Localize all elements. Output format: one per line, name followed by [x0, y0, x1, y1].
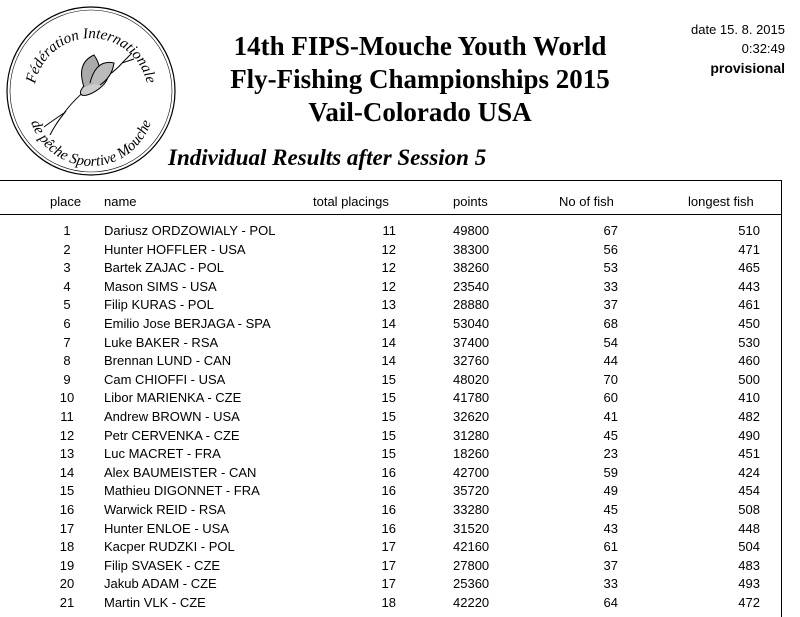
total-placings-cell: 15	[381, 427, 396, 443]
logo-text-top: Fédération Internationale	[23, 25, 159, 85]
name-cell: Luke BAKER - RSA	[104, 334, 219, 350]
name-cell: Brennan LUND - CAN	[104, 353, 232, 369]
place-cell: 6	[63, 315, 71, 331]
table-row	[0, 352, 781, 371]
points-cell: 23540	[453, 278, 490, 294]
table-right-border	[781, 180, 782, 617]
points-cell: 32620	[453, 408, 490, 424]
table-row	[0, 278, 781, 297]
table-row	[0, 594, 781, 613]
column-header-name: name	[104, 194, 137, 209]
table-row	[0, 575, 781, 594]
total-placings-cell: 16	[381, 501, 396, 517]
table-row	[0, 389, 781, 408]
total-placings-cell: 12	[381, 241, 396, 257]
place-cell: 10	[59, 390, 75, 406]
total-placings-cell: 12	[381, 260, 396, 276]
total-placings-cell: 17	[381, 576, 396, 592]
header-divider	[0, 180, 781, 181]
place-cell: 15	[59, 483, 75, 499]
no-of-fish-cell: 54	[603, 334, 618, 350]
total-placings-cell: 18	[381, 594, 396, 610]
column-header-no-of-fish: No of fish	[559, 194, 614, 209]
results-table	[0, 222, 781, 612]
longest-fish-cell: 451	[738, 446, 760, 462]
no-of-fish-cell: 23	[603, 446, 618, 462]
longest-fish-cell: 504	[738, 539, 760, 555]
longest-fish-cell: 465	[738, 260, 760, 276]
table-row	[0, 520, 781, 539]
total-placings-cell: 14	[381, 353, 396, 369]
name-cell: Petr CERVENKA - CZE	[104, 427, 240, 443]
no-of-fish-cell: 49	[603, 483, 618, 499]
total-placings-cell: 11	[382, 223, 396, 238]
place-cell: 16	[59, 501, 75, 517]
report-time: 0:32:49	[741, 41, 785, 56]
place-cell: 2	[63, 241, 71, 257]
table-row	[0, 538, 781, 557]
name-cell: Warwick REID - RSA	[104, 501, 226, 517]
championship-title	[180, 30, 660, 129]
no-of-fish-cell: 33	[603, 576, 618, 592]
no-of-fish-cell: 61	[603, 539, 618, 555]
place-cell: 3	[63, 260, 71, 276]
table-row	[0, 427, 781, 446]
name-cell: Bartek ZAJAC - POL	[104, 260, 224, 276]
place-cell: 20	[59, 576, 75, 592]
total-placings-cell: 16	[381, 464, 396, 480]
mayfly-icon	[44, 53, 134, 135]
name-cell: Kacper RUDZKI - POL	[104, 539, 235, 555]
fips-mouche-logo	[4, 3, 178, 177]
points-cell: 42160	[453, 539, 490, 555]
name-cell: Libor MARIENKA - CZE	[104, 390, 242, 406]
total-placings-cell: 15	[381, 390, 396, 406]
table-row	[0, 445, 781, 464]
logo-text-bottom: de pêche Sportive Mouche	[27, 117, 155, 171]
place-cell: 9	[63, 371, 71, 387]
name-cell: Dariusz ORDZOWIALY - POL	[104, 223, 276, 238]
no-of-fish-cell: 70	[603, 371, 618, 387]
name-cell: Alex BAUMEISTER - CAN	[104, 464, 257, 480]
longest-fish-cell: 510	[738, 223, 760, 238]
no-of-fish-cell: 37	[603, 297, 618, 313]
place-cell: 1	[63, 223, 71, 238]
name-cell: Hunter HOFFLER - USA	[104, 241, 246, 257]
longest-fish-cell: 482	[738, 408, 760, 424]
table-row	[0, 464, 781, 483]
total-placings-cell: 15	[381, 408, 396, 424]
points-cell: 41780	[453, 390, 490, 406]
name-cell: Mason SIMS - USA	[104, 278, 217, 294]
points-cell: 37400	[453, 334, 490, 350]
total-placings-cell: 15	[381, 446, 396, 462]
no-of-fish-cell: 37	[603, 557, 618, 573]
longest-fish-cell: 454	[738, 483, 760, 499]
table-row	[0, 501, 781, 520]
longest-fish-cell: 410	[738, 390, 760, 406]
points-cell: 31280	[453, 427, 490, 443]
no-of-fish-cell: 41	[603, 408, 618, 424]
title-line-1: 14th FIPS-Mouche Youth World	[233, 31, 607, 61]
no-of-fish-cell: 64	[603, 594, 618, 610]
no-of-fish-cell: 33	[603, 278, 618, 294]
points-cell: 53040	[453, 315, 490, 331]
table-row	[0, 315, 781, 334]
total-placings-cell: 16	[381, 520, 396, 536]
column-header-longest-fish: longest fish	[688, 194, 754, 209]
name-cell: Cam CHIOFFI - USA	[104, 371, 226, 387]
points-cell: 25360	[453, 576, 490, 592]
points-cell: 42700	[453, 464, 490, 480]
longest-fish-cell: 460	[738, 353, 760, 369]
no-of-fish-cell: 45	[603, 501, 618, 517]
no-of-fish-cell: 67	[603, 223, 618, 238]
points-cell: 27800	[453, 557, 490, 573]
name-cell: Mathieu DIGONNET - FRA	[104, 483, 260, 499]
name-cell: Andrew BROWN - USA	[104, 408, 240, 424]
name-cell: Emilio Jose BERJAGA - SPA	[104, 315, 271, 331]
table-row	[0, 482, 781, 501]
longest-fish-cell: 483	[738, 557, 760, 573]
place-cell: 11	[60, 408, 74, 424]
total-placings-cell: 16	[381, 483, 396, 499]
total-placings-cell: 14	[381, 334, 396, 350]
column-header-divider	[0, 214, 781, 215]
name-cell: Luc MACRET - FRA	[104, 446, 221, 462]
results-subtitle: Individual Results after Session 5	[168, 145, 487, 170]
longest-fish-cell: 493	[738, 576, 760, 592]
name-cell: Filip SVASEK - CZE	[104, 557, 221, 573]
name-cell: Filip KURAS - POL	[104, 297, 214, 313]
points-cell: 38260	[453, 260, 490, 276]
title-line-3: Vail-Colorado USA	[308, 97, 532, 127]
points-cell: 33280	[453, 501, 490, 517]
place-cell: 4	[63, 278, 71, 294]
table-row	[0, 371, 781, 390]
place-cell: 7	[63, 334, 71, 350]
status-label: provisional	[710, 60, 785, 76]
no-of-fish-cell: 56	[603, 241, 618, 257]
table-row	[0, 408, 781, 427]
place-cell: 17	[59, 520, 75, 536]
no-of-fish-cell: 68	[603, 315, 618, 331]
points-cell: 42220	[453, 594, 490, 610]
name-cell: Hunter ENLOE - USA	[104, 520, 229, 536]
place-cell: 8	[63, 353, 71, 369]
longest-fish-cell: 490	[738, 427, 760, 443]
column-header-points: points	[453, 194, 488, 209]
points-cell: 28880	[453, 297, 490, 313]
points-cell: 48020	[453, 371, 490, 387]
longest-fish-cell: 448	[738, 520, 760, 536]
column-header-place: place	[50, 194, 82, 209]
longest-fish-cell: 508	[738, 501, 760, 517]
no-of-fish-cell: 43	[603, 520, 618, 536]
longest-fish-cell: 500	[738, 371, 760, 387]
longest-fish-cell: 472	[738, 594, 760, 610]
place-cell: 18	[59, 539, 75, 555]
table-row	[0, 222, 781, 241]
longest-fish-cell: 443	[738, 278, 760, 294]
place-cell: 12	[59, 427, 75, 443]
column-header-total-placings: total placings	[313, 194, 389, 209]
no-of-fish-cell: 44	[603, 353, 618, 369]
logo-seal	[4, 3, 178, 177]
points-cell: 18260	[453, 446, 490, 462]
total-placings-cell: 15	[381, 371, 396, 387]
name-cell: Jakub ADAM - CZE	[104, 576, 217, 592]
report-date: date 15. 8. 2015	[691, 22, 785, 37]
no-of-fish-cell: 45	[603, 427, 618, 443]
points-cell: 35720	[453, 483, 490, 499]
points-cell: 49800	[453, 223, 490, 238]
total-placings-cell: 14	[381, 315, 396, 331]
place-cell: 5	[63, 297, 71, 313]
no-of-fish-cell: 60	[603, 390, 618, 406]
table-row	[0, 259, 781, 278]
table-row	[0, 241, 781, 260]
place-cell: 14	[59, 464, 75, 480]
title-line-2: Fly-Fishing Championships 2015	[230, 64, 610, 94]
total-placings-cell: 17	[381, 539, 396, 555]
place-cell: 13	[59, 446, 75, 462]
longest-fish-cell: 530	[738, 334, 760, 350]
total-placings-cell: 12	[381, 278, 396, 294]
longest-fish-cell: 461	[738, 297, 760, 313]
points-cell: 32760	[453, 353, 490, 369]
date-block	[691, 20, 785, 58]
points-cell: 31520	[453, 520, 490, 536]
no-of-fish-cell: 53	[603, 260, 618, 276]
table-row	[0, 334, 781, 353]
total-placings-cell: 13	[381, 297, 396, 313]
table-row	[0, 557, 781, 576]
name-cell: Martin VLK - CZE	[104, 594, 206, 610]
no-of-fish-cell: 59	[603, 464, 618, 480]
place-cell: 19	[59, 557, 75, 573]
longest-fish-cell: 424	[738, 464, 760, 480]
longest-fish-cell: 471	[738, 241, 760, 257]
total-placings-cell: 17	[381, 557, 396, 573]
place-cell: 21	[59, 594, 75, 610]
points-cell: 38300	[453, 241, 490, 257]
table-row	[0, 296, 781, 315]
longest-fish-cell: 450	[738, 315, 760, 331]
